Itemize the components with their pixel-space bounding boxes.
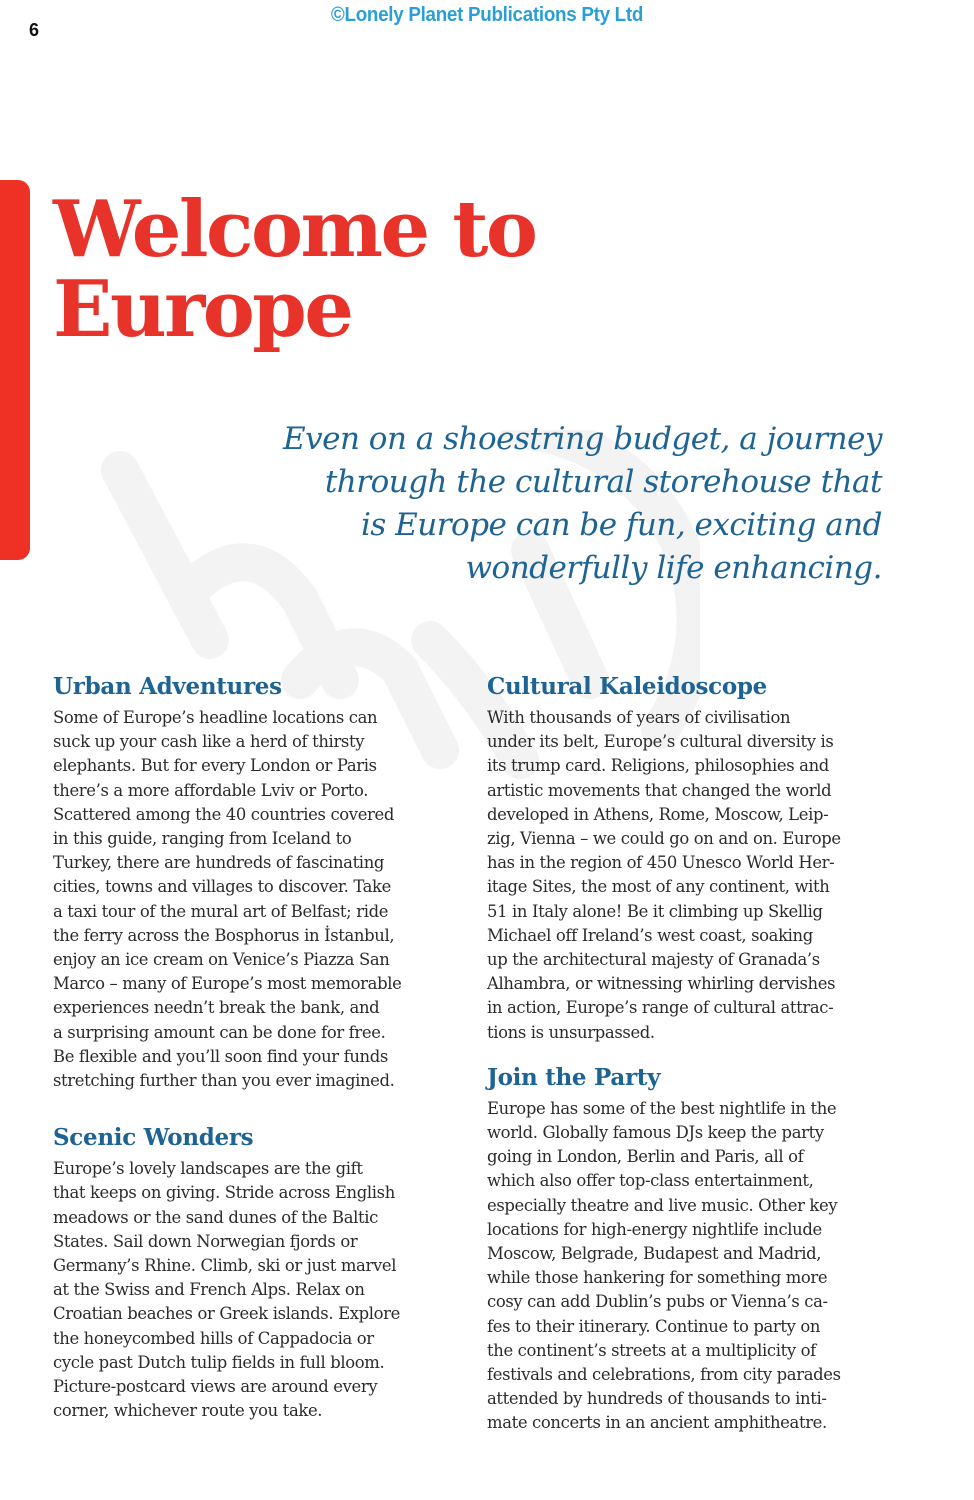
text-line: Marco – many of Europe’s most memorable — [53, 974, 402, 994]
copyright-notice: ©Lonely Planet Publications Pty Ltd — [330, 4, 644, 26]
section-body — [53, 1157, 448, 1423]
text-line: Michael off Ireland’s west coast, soaking — [487, 925, 813, 945]
page-title — [53, 184, 536, 355]
text-line: the ferry across the Bosphorus in İstanbul, — [53, 925, 395, 945]
text-line: tions is unsurpassed. — [487, 1022, 655, 1042]
text-line: Turkey, there are hundreds of fascinating — [53, 853, 385, 873]
text-line: the honeycombed hills of Cappadocia or — [53, 1328, 374, 1348]
text-line: With thousands of years of civilisation — [487, 708, 791, 727]
text-line: up the architectural majesty of Granada’s — [487, 950, 820, 970]
text-line: Europe has some of the best nightlife in the — [487, 1098, 837, 1118]
text-line: Moscow, Belgrade, Budapest and Madrid, — [487, 1244, 822, 1264]
chapter-marker-bar — [0, 180, 30, 560]
text-line: at the Swiss and French Alps. Relax on — [53, 1280, 365, 1300]
text-line: that keeps on giving. Stride across English — [53, 1183, 395, 1203]
text-line: cities, towns and villages to discover. Take — [53, 877, 391, 897]
intro-quote — [262, 418, 882, 590]
intro-line: wonderfully life enhancing. — [465, 550, 882, 586]
text-line: while those hankering for something more — [487, 1268, 828, 1288]
text-line: under its belt, Europe’s cultural diversity is — [487, 732, 834, 752]
text-line: Some of Europe’s headline locations can — [53, 708, 378, 727]
text-line: a surprising amount can be done for free. — [53, 1022, 386, 1042]
section-heading: Scenic Wonders — [53, 1124, 254, 1152]
title-line: Europe — [53, 264, 352, 355]
text-line: itage Sites, the most of any continent, with — [487, 877, 830, 897]
section-heading: Urban Adventures — [53, 673, 282, 700]
section-body — [487, 1097, 882, 1436]
text-line: especially theatre and live music. Other key — [487, 1195, 838, 1215]
text-line: developed in Athens, Rome, Moscow, Leip- — [487, 804, 829, 824]
intro-line: is Europe can be fun, exciting and — [360, 507, 882, 543]
title-line: Welcome to — [53, 184, 536, 275]
text-line: the continent’s streets at a multiplicity of — [487, 1340, 816, 1360]
text-line: Croatian beaches or Greek islands. Explore — [53, 1304, 400, 1324]
text-line: Europe’s lovely landscapes are the gift — [53, 1159, 363, 1179]
text-line: festivals and celebrations, from city parades — [487, 1365, 841, 1385]
text-line: experiences needn’t break the bank, and — [53, 998, 380, 1018]
text-line: world. Globally famous DJs keep the party — [487, 1123, 824, 1143]
text-line: States. Sail down Norwegian fjords or — [53, 1231, 358, 1251]
right-column — [487, 672, 882, 1454]
text-line: in this guide, ranging from Iceland to — [53, 829, 352, 849]
text-line: going in London, Berlin and Paris, all of — [487, 1147, 804, 1167]
text-line: which also offer top-class entertainment, — [487, 1171, 814, 1191]
text-line: fes to their itinerary. Continue to party on — [487, 1316, 821, 1336]
text-line: cycle past Dutch tulip fields in full bloom. — [53, 1352, 385, 1372]
intro-line: through the cultural storehouse that — [324, 464, 882, 500]
text-line: stretching further than you ever imagined. — [53, 1071, 395, 1091]
text-line: suck up your cash like a herd of thirsty — [53, 732, 365, 752]
text-line: a taxi tour of the mural art of Belfast; ride — [53, 901, 389, 921]
text-line: Picture-postcard views are around every — [53, 1377, 378, 1397]
text-line: zig, Vienna – we could go on and on. Europe — [487, 829, 841, 849]
section-body — [53, 706, 448, 1093]
text-line: cosy can add Dublin’s pubs or Vienna’s ca- — [487, 1292, 828, 1312]
text-line: locations for high-energy nightlife include — [487, 1219, 822, 1239]
section-scenic-wonders — [53, 1123, 448, 1423]
page-number: 6 — [29, 20, 40, 40]
intro-line: Even on a shoestring budget, a journey — [282, 421, 882, 457]
text-line: has in the region of 450 Unesco World Her- — [487, 853, 835, 873]
section-cultural-kaleidoscope — [487, 672, 882, 1045]
text-line: Be flexible and you’ll soon find your funds — [53, 1046, 388, 1066]
text-line: elephants. But for every London or Paris — [53, 756, 377, 776]
text-line: there’s a more affordable Lviv or Porto. — [53, 780, 369, 800]
text-line: attended by hundreds of thousands to inti- — [487, 1389, 827, 1409]
text-line: artistic movements that changed the world — [487, 780, 832, 800]
text-line: Scattered among the 40 countries covered — [53, 804, 395, 824]
text-line: corner, whichever route you take. — [53, 1401, 323, 1421]
section-urban-adventures — [53, 672, 448, 1093]
left-column — [53, 672, 448, 1441]
text-line: in action, Europe’s range of cultural attrac- — [487, 998, 834, 1018]
text-line: 51 in Italy alone! Be it climbing up Skellig — [487, 901, 823, 921]
section-heading: Cultural Kaleidoscope — [487, 673, 768, 700]
text-line: mate concerts in an ancient amphitheatre. — [487, 1413, 827, 1433]
section-body — [487, 706, 882, 1045]
text-line: meadows or the sand dunes of the Baltic — [53, 1207, 378, 1227]
section-heading: Join the Party — [487, 1063, 661, 1091]
text-line: enjoy an ice cream on Venice’s Piazza San — [53, 950, 390, 970]
text-line: Germany’s Rhine. Climb, ski or just marvel — [53, 1256, 397, 1276]
text-line: Alhambra, or witnessing whirling dervishes — [487, 974, 836, 994]
text-line: its trump card. Religions, philosophies and — [487, 756, 829, 776]
section-join-the-party — [487, 1063, 882, 1436]
